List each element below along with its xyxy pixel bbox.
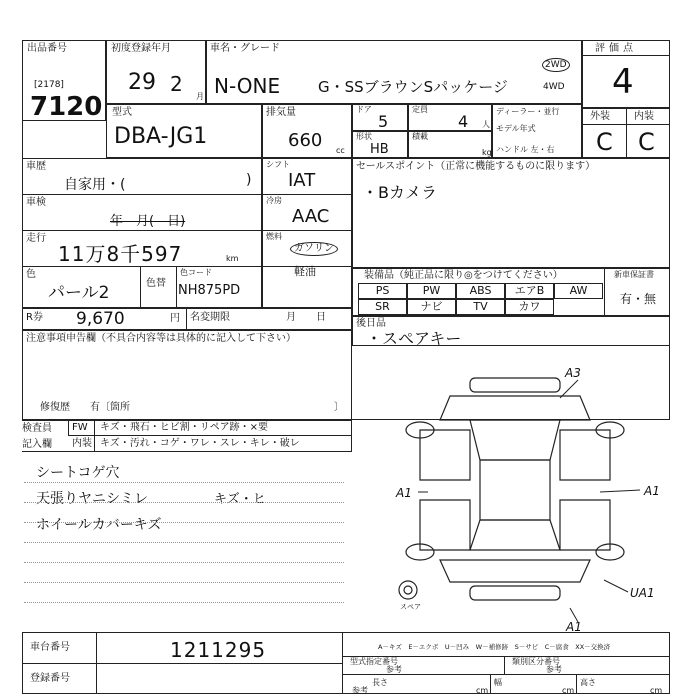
fw-divider bbox=[94, 420, 95, 452]
history-hline-2 bbox=[22, 230, 262, 231]
model-year-label: モデル年式 bbox=[496, 124, 536, 133]
note-dotted-line bbox=[24, 482, 344, 483]
dim-divider-2 bbox=[576, 674, 577, 694]
note-line-3: ホイールカバーキズ bbox=[36, 517, 162, 533]
length-label: 長さ bbox=[372, 678, 388, 687]
capacity-label: 定員 bbox=[412, 105, 428, 114]
model-label: 型式 bbox=[112, 107, 132, 118]
fuel-label: 燃料 bbox=[266, 232, 282, 241]
note-dotted-line bbox=[24, 522, 344, 523]
width-unit: cm bbox=[562, 686, 575, 695]
color-divider-2 bbox=[176, 266, 177, 308]
notes-label: 注意事項申告欄（不具合内容等は具体的に記入して下さい） bbox=[26, 333, 296, 344]
capacity-value: 4 bbox=[458, 112, 469, 131]
mileage-unit: km bbox=[226, 254, 239, 263]
first-reg-month: 2 bbox=[170, 72, 183, 96]
recycle-divider bbox=[186, 308, 187, 330]
shift-hline-1 bbox=[262, 194, 352, 195]
damage-mark-a1-rear: A1 bbox=[566, 620, 582, 634]
displacement-value: 660 bbox=[288, 130, 323, 151]
footer-right-vline bbox=[504, 656, 505, 674]
note-dotted-line bbox=[24, 562, 344, 563]
first-reg-label: 初度登録年月 bbox=[111, 43, 171, 54]
damage-mark-a3: A3 bbox=[565, 366, 581, 380]
history-label: 車歴 bbox=[26, 161, 46, 172]
color-label: 色 bbox=[26, 269, 36, 280]
sales-point: ・Bカメラ bbox=[362, 183, 437, 202]
note-dotted-line bbox=[24, 502, 344, 503]
class-number-label: 類別区分番号 bbox=[512, 657, 560, 666]
int-items: キズ・汚れ・コゲ・ワレ・スレ・キレ・破レ bbox=[100, 438, 300, 449]
chassis-value: 1211295 bbox=[170, 638, 267, 662]
note-dotted-line bbox=[24, 582, 344, 583]
fw-label: FW bbox=[72, 422, 88, 433]
lot-small-number: [2178] bbox=[34, 80, 64, 90]
note-line-2: 天張りヤニシミレ bbox=[36, 491, 148, 507]
note-line-2b: キズ・ヒ bbox=[214, 492, 266, 507]
inspector-label: 検査員 bbox=[22, 423, 52, 434]
ext-label: 外装 bbox=[590, 111, 610, 122]
ac-value: AAC bbox=[292, 206, 330, 227]
color-code-label: 色コード bbox=[180, 268, 212, 277]
repair-end: 〕 bbox=[334, 402, 344, 413]
color-swap-label: 色替 bbox=[146, 278, 166, 289]
fuel-diesel: 軽油 bbox=[294, 265, 316, 278]
ext-int-hline bbox=[582, 124, 670, 125]
int-score: C bbox=[638, 128, 655, 156]
lot-number: 7120 bbox=[30, 92, 103, 122]
first-reg-year: 29 bbox=[128, 70, 156, 95]
note-dotted-line bbox=[24, 602, 344, 603]
ext-int-divider bbox=[626, 108, 627, 158]
lot-label: 出品番号 bbox=[27, 43, 67, 54]
car-name-label: 車名・グレード bbox=[210, 43, 280, 54]
record-label: 記入欄 bbox=[22, 439, 52, 450]
type-number-ref: 参考 bbox=[386, 665, 402, 674]
equipment-item: ナビ bbox=[407, 299, 456, 315]
type-number-label: 型式指定番号 bbox=[350, 657, 398, 666]
recycle-unit: 円 bbox=[170, 313, 180, 324]
warranty-label: 新車保証書 bbox=[614, 270, 654, 279]
equipment-item: エアB bbox=[505, 283, 554, 299]
eval-score: 4 bbox=[612, 62, 634, 102]
equipment-item: TV bbox=[456, 299, 505, 315]
name-change-value: 月 日 bbox=[286, 312, 326, 323]
model-value: DBA-JG1 bbox=[114, 124, 208, 149]
color-value: パール2 bbox=[48, 283, 110, 303]
int-record-label: 内装 bbox=[72, 438, 92, 449]
spare-label: スペア bbox=[400, 603, 421, 611]
displacement-label: 排気量 bbox=[266, 107, 296, 118]
history-close-paren: ) bbox=[246, 172, 252, 188]
equipment-label: 装備品（純正品に限り◎をつけてください） bbox=[364, 270, 563, 281]
warranty-value: 有・無 bbox=[620, 292, 657, 306]
shape-value: HB bbox=[370, 142, 389, 157]
chassis-label: 車台番号 bbox=[30, 642, 70, 653]
recycle-label: R券 bbox=[26, 312, 43, 323]
dim-ref-label: 参考 bbox=[352, 686, 368, 695]
mileage-value: 11万8千597 bbox=[58, 242, 183, 266]
length-unit: cm bbox=[476, 686, 489, 695]
load-label: 積載 bbox=[412, 132, 428, 141]
inspection-label: 車検 bbox=[26, 197, 46, 208]
height-unit: cm bbox=[650, 686, 663, 695]
ac-label: 冷房 bbox=[266, 196, 282, 205]
mileage-label: 走行 bbox=[26, 233, 46, 244]
ext-score: C bbox=[596, 128, 613, 156]
handle-label: ハンドル 左・右 bbox=[496, 145, 555, 154]
load-unit: kg bbox=[482, 148, 492, 157]
repair-label: 修復歴 有〔箇所 bbox=[40, 402, 130, 413]
note-line-1: シートコゲ穴 bbox=[36, 465, 120, 481]
sales-box bbox=[352, 158, 670, 268]
inspection-value: 年 月( 日) bbox=[110, 214, 186, 229]
shift-value: IAT bbox=[288, 170, 316, 191]
equipment-item: カワ bbox=[505, 299, 554, 315]
capacity-unit: 人 bbox=[482, 120, 490, 129]
footer-vline-2 bbox=[342, 632, 343, 694]
first-reg-month-unit: 月 bbox=[196, 92, 204, 101]
drive-2wd: 2WD bbox=[542, 58, 570, 72]
eval-divider bbox=[582, 55, 670, 56]
height-label: 高さ bbox=[580, 678, 596, 687]
sales-label: セールスポイント（正常に機能するものに限ります） bbox=[356, 161, 596, 172]
equipment-item: PW bbox=[407, 283, 456, 299]
equipment-item: AW bbox=[554, 283, 603, 299]
history-hline-1 bbox=[22, 194, 262, 195]
footer-hline bbox=[22, 663, 342, 664]
shift-hline-2 bbox=[262, 230, 352, 231]
damage-mark-a1-right: A1 bbox=[644, 484, 660, 498]
damage-legend: A－キズ E－エクボ U－凹み W－補修跡 S－サビ C－腐食 XX－交換済 bbox=[378, 643, 611, 651]
drive-4wd: 4WD bbox=[543, 82, 565, 92]
accessories-label: 後日品 bbox=[356, 318, 386, 329]
equipment-item: PS bbox=[358, 283, 407, 299]
car-grade: G・SSブラウンSパッケージ bbox=[318, 78, 508, 96]
note-dotted-line bbox=[24, 542, 344, 543]
name-change-label: 名変期限 bbox=[190, 312, 230, 323]
warranty-divider bbox=[604, 268, 605, 316]
reg-label: 登録番号 bbox=[30, 673, 70, 684]
car-diagram bbox=[380, 360, 650, 620]
dim-divider-1 bbox=[490, 674, 491, 694]
damage-mark-a1-left: A1 bbox=[396, 486, 412, 500]
accessories-value: ・スペアキー bbox=[366, 329, 462, 348]
fw-items: キズ・飛石・ヒビ割・リペア跡・×要 bbox=[100, 422, 268, 433]
recycle-value: 9,670 bbox=[76, 309, 125, 329]
shift-label: シフト bbox=[266, 160, 290, 169]
car-name: N-ONE bbox=[214, 74, 281, 98]
doors-value: 5 bbox=[378, 112, 389, 131]
footer-vline-1 bbox=[96, 632, 97, 694]
color-divider-1 bbox=[140, 266, 141, 308]
displacement-unit: cc bbox=[336, 146, 345, 155]
history-value: 自家用・( bbox=[64, 177, 126, 193]
color-code-value: NH875PD bbox=[178, 283, 241, 298]
doors-label: ドア bbox=[356, 105, 372, 114]
equipment-item: ABS bbox=[456, 283, 505, 299]
int-label: 内装 bbox=[634, 111, 654, 122]
shape-label: 形状 bbox=[356, 132, 372, 141]
class-number-ref: 参考 bbox=[546, 665, 562, 674]
eval-label: 評価点 bbox=[595, 43, 637, 54]
damage-mark-ua1: UA1 bbox=[630, 586, 655, 600]
dealer-label: ディーラー・並行 bbox=[496, 107, 560, 116]
equipment-item: SR bbox=[358, 299, 407, 315]
equipment-grid bbox=[358, 283, 604, 315]
width-label: 幅 bbox=[494, 678, 502, 687]
fuel-gas: ガソリン bbox=[290, 242, 338, 256]
